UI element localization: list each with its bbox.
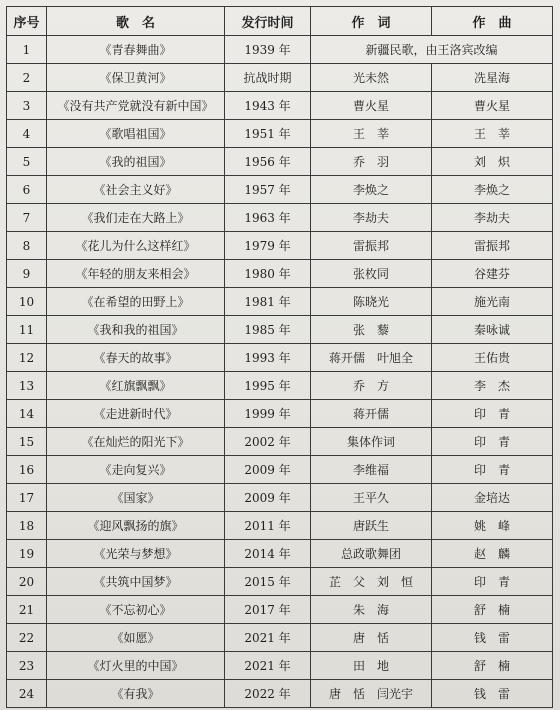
row-num: 22 <box>7 624 47 652</box>
row-num: 4 <box>7 120 47 148</box>
table-row <box>7 344 553 372</box>
header-year: 发行时间 <box>225 7 311 36</box>
release-year: 抗战时期 <box>225 64 311 92</box>
table-row <box>7 260 553 288</box>
lyricist: 曹火星 <box>311 92 432 120</box>
composer: 雷振邦 <box>432 232 553 260</box>
row-num: 23 <box>7 652 47 680</box>
song-table <box>6 6 553 708</box>
song-title: 《花儿为什么这样红》 <box>47 232 225 260</box>
composer: 金培达 <box>432 484 553 512</box>
row-num: 5 <box>7 148 47 176</box>
table-row <box>7 680 553 708</box>
table-row <box>7 92 553 120</box>
row-num: 11 <box>7 316 47 344</box>
table-row <box>7 204 553 232</box>
song-title: 《青春舞曲》 <box>47 36 225 64</box>
row-num: 13 <box>7 372 47 400</box>
song-title: 《我的祖国》 <box>47 148 225 176</box>
table-row <box>7 400 553 428</box>
song-title: 《社会主义好》 <box>47 176 225 204</box>
table-row <box>7 36 553 64</box>
table-row <box>7 568 553 596</box>
song-title: 《如愿》 <box>47 624 225 652</box>
composer: 曹火星 <box>432 92 553 120</box>
song-title: 《在灿烂的阳光下》 <box>47 428 225 456</box>
header-lyricist: 作 词 <box>311 7 432 36</box>
composer: 舒 楠 <box>432 596 553 624</box>
release-year: 2021 年 <box>225 652 311 680</box>
composer: 钱 雷 <box>432 624 553 652</box>
song-title: 《有我》 <box>47 680 225 708</box>
lyricist: 蒋开儒 叶旭全 <box>311 344 432 372</box>
row-num: 21 <box>7 596 47 624</box>
lyricist: 李焕之 <box>311 176 432 204</box>
composer: 李 杰 <box>432 372 553 400</box>
release-year: 2021 年 <box>225 624 311 652</box>
release-year: 2011 年 <box>225 512 311 540</box>
song-title: 《没有共产党就没有新中国》 <box>47 92 225 120</box>
release-year: 1956 年 <box>225 148 311 176</box>
row-num: 7 <box>7 204 47 232</box>
row-num: 24 <box>7 680 47 708</box>
header-title: 歌 名 <box>47 7 225 36</box>
composer: 王佑贵 <box>432 344 553 372</box>
release-year: 1995 年 <box>225 372 311 400</box>
table-row <box>7 288 553 316</box>
row-num: 6 <box>7 176 47 204</box>
row-num: 2 <box>7 64 47 92</box>
release-year: 2009 年 <box>225 484 311 512</box>
row-num: 8 <box>7 232 47 260</box>
release-year: 1999 年 <box>225 400 311 428</box>
song-title: 《保卫黄河》 <box>47 64 225 92</box>
composer: 谷建芬 <box>432 260 553 288</box>
release-year: 2014 年 <box>225 540 311 568</box>
release-year: 2002 年 <box>225 428 311 456</box>
composer: 李劫夫 <box>432 204 553 232</box>
song-title: 《歌唱祖国》 <box>47 120 225 148</box>
table-row <box>7 652 553 680</box>
composer: 印 青 <box>432 456 553 484</box>
header-row <box>7 7 553 36</box>
composer: 秦咏诚 <box>432 316 553 344</box>
song-title: 《迎风飘扬的旗》 <box>47 512 225 540</box>
row-num: 15 <box>7 428 47 456</box>
table-row <box>7 316 553 344</box>
lyricist: 朱 海 <box>311 596 432 624</box>
row-num: 14 <box>7 400 47 428</box>
composer: 印 青 <box>432 568 553 596</box>
lyricist: 唐 恬 闫光宇 <box>311 680 432 708</box>
table-row <box>7 456 553 484</box>
song-title: 《我和我的祖国》 <box>47 316 225 344</box>
row-num: 9 <box>7 260 47 288</box>
row-num: 17 <box>7 484 47 512</box>
release-year: 1957 年 <box>225 176 311 204</box>
lyricist: 乔 方 <box>311 372 432 400</box>
row-num: 18 <box>7 512 47 540</box>
composer: 施光南 <box>432 288 553 316</box>
row-num: 10 <box>7 288 47 316</box>
composer: 舒 楠 <box>432 652 553 680</box>
lyricist: 唐 恬 <box>311 624 432 652</box>
release-year: 1980 年 <box>225 260 311 288</box>
lyricist: 乔 羽 <box>311 148 432 176</box>
release-year: 1993 年 <box>225 344 311 372</box>
release-year: 1979 年 <box>225 232 311 260</box>
table-row <box>7 148 553 176</box>
header-composer: 作 曲 <box>432 7 553 36</box>
table-row <box>7 540 553 568</box>
song-title: 《灯火里的中国》 <box>47 652 225 680</box>
lyricist: 李劫夫 <box>311 204 432 232</box>
table-row <box>7 232 553 260</box>
table-row <box>7 372 553 400</box>
composer: 王 莘 <box>432 120 553 148</box>
composer: 印 青 <box>432 400 553 428</box>
release-year: 1951 年 <box>225 120 311 148</box>
merged-credit: 新疆民歌，由王洛宾改编 <box>311 36 553 64</box>
composer: 李焕之 <box>432 176 553 204</box>
song-title: 《我们走在大路上》 <box>47 204 225 232</box>
lyricist: 唐跃生 <box>311 512 432 540</box>
row-num: 16 <box>7 456 47 484</box>
release-year: 2015 年 <box>225 568 311 596</box>
lyricist: 蒋开儒 <box>311 400 432 428</box>
song-title: 《不忘初心》 <box>47 596 225 624</box>
composer: 钱 雷 <box>432 680 553 708</box>
song-title: 《走向复兴》 <box>47 456 225 484</box>
song-title: 《在希望的田野上》 <box>47 288 225 316</box>
song-title: 《春天的故事》 <box>47 344 225 372</box>
lyricist: 集体作词 <box>311 428 432 456</box>
song-title: 《光荣与梦想》 <box>47 540 225 568</box>
lyricist: 雷振邦 <box>311 232 432 260</box>
row-num: 20 <box>7 568 47 596</box>
lyricist: 张枚同 <box>311 260 432 288</box>
table-row <box>7 596 553 624</box>
lyricist: 王平久 <box>311 484 432 512</box>
table-row <box>7 176 553 204</box>
lyricist: 陈晓光 <box>311 288 432 316</box>
song-title: 《年轻的朋友来相会》 <box>47 260 225 288</box>
row-num: 19 <box>7 540 47 568</box>
composer: 刘 炽 <box>432 148 553 176</box>
lyricist: 田 地 <box>311 652 432 680</box>
table-header <box>7 7 553 36</box>
composer: 印 青 <box>432 428 553 456</box>
lyricist: 总政歌舞团 <box>311 540 432 568</box>
release-year: 1943 年 <box>225 92 311 120</box>
table-body <box>7 36 553 708</box>
header-num: 序号 <box>7 7 47 36</box>
release-year: 2009 年 <box>225 456 311 484</box>
row-num: 12 <box>7 344 47 372</box>
table-row <box>7 624 553 652</box>
song-title: 《红旗飘飘》 <box>47 372 225 400</box>
table-row <box>7 484 553 512</box>
row-num: 1 <box>7 36 47 64</box>
table-row <box>7 64 553 92</box>
composer: 赵 麟 <box>432 540 553 568</box>
table-row <box>7 512 553 540</box>
song-title: 《共筑中国梦》 <box>47 568 225 596</box>
release-year: 1985 年 <box>225 316 311 344</box>
lyricist: 光未然 <box>311 64 432 92</box>
release-year: 2017 年 <box>225 596 311 624</box>
lyricist: 芷 父 刘 恒 <box>311 568 432 596</box>
release-year: 2022 年 <box>225 680 311 708</box>
lyricist: 李维福 <box>311 456 432 484</box>
release-year: 1981 年 <box>225 288 311 316</box>
row-num: 3 <box>7 92 47 120</box>
lyricist: 张 藜 <box>311 316 432 344</box>
composer: 冼星海 <box>432 64 553 92</box>
release-year: 1963 年 <box>225 204 311 232</box>
composer: 姚 峰 <box>432 512 553 540</box>
table-row <box>7 428 553 456</box>
song-title: 《国家》 <box>47 484 225 512</box>
table-row <box>7 120 553 148</box>
lyricist: 王 莘 <box>311 120 432 148</box>
song-title: 《走进新时代》 <box>47 400 225 428</box>
release-year: 1939 年 <box>225 36 311 64</box>
